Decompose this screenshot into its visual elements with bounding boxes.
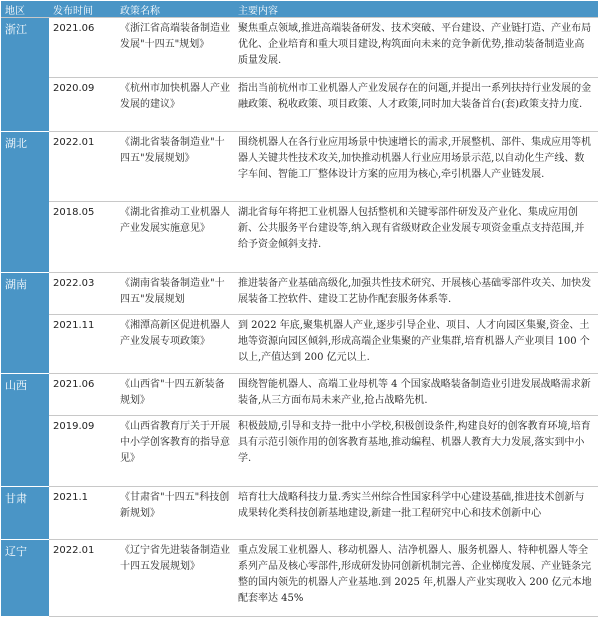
date-cell: 2021.1 xyxy=(49,486,116,539)
policy-name-cell: 《山西省教育厅关于开展中小学创客教育的指导意见》 xyxy=(116,416,234,487)
header-region: 地区 xyxy=(1,1,49,18)
policy-name-cell: 《甘肃省"十四五"科技创新规划》 xyxy=(116,486,234,539)
date-cell: 2022.03 xyxy=(49,272,116,314)
policy-name-cell: 《辽宁省先进装备制造业十四五发展规划》 xyxy=(116,539,234,616)
region-cell: 辽宁 xyxy=(1,539,49,616)
date-cell: 2022.01 xyxy=(49,539,116,616)
content-cell: 聚焦重点领域,推进高端装备研发、技术突破、平台建设、产业链打造、产业布局优化、企业培育和重大项目建设,构筑面向未来的竞争新优势,推动装备制造业高质量发展. xyxy=(234,18,598,78)
table-row xyxy=(1,202,598,273)
content-cell: 围绕智能机器人、高端工业母机等 4 个国家战略装备制造业引进发展战略需求新装备,从三方面布局未来产业,抢占战略先机. xyxy=(234,374,598,416)
region-cell: 浙江 xyxy=(1,18,49,132)
region-cell: 湖北 xyxy=(1,131,49,272)
header-content: 主要内容 xyxy=(234,1,598,18)
content-cell: 重点发展工业机器人、移动机器人、洁净机器人、服务机器人、特种机器人等全系列产品及核心零部件,形成研发协同创新机制完善、企业梯度发展、产业链条完整的国内领先的机器人产业基地.到 2025 年,机器人产业实现收入 200 亿元本地配套率达 45% xyxy=(234,539,598,616)
policy-name-cell: 《湘潭高新区促进机器人产业发展专项政策》 xyxy=(116,314,234,374)
table-row xyxy=(1,131,598,202)
content-cell: 推进装备产业基础高级化,加强共性技术研究、开展核心基础零部件攻关、加快发展装备工控软件、建设工艺协作配套服务体系等. xyxy=(234,272,598,314)
table-header xyxy=(1,1,598,18)
policy-name-cell: 《山西省"十四五新装备规划》 xyxy=(116,374,234,416)
content-cell: 积极鼓励,引导和支持一批中小学校,积极创设条件,构建良好的创客教育环境,培育具有示范引领作用的创客教育基地,推动编程、机器人教育大力发展,落实到中小学. xyxy=(234,416,598,487)
table-row xyxy=(1,314,598,374)
date-cell: 2018.05 xyxy=(49,202,116,273)
table-row xyxy=(1,272,598,314)
content-cell: 培育壮大战略科技力量.秀实兰州综合性国家科学中心建设基础,推进技术创新与成果转化类科技创新基地建设,新建一批工程研究中心和技术创新中心 xyxy=(234,486,598,539)
table-row xyxy=(1,539,598,616)
date-cell: 2020.09 xyxy=(49,77,116,131)
region-cell: 甘肃 xyxy=(1,486,49,539)
date-cell: 2019.09 xyxy=(49,416,116,487)
date-cell: 2021.11 xyxy=(49,314,116,374)
table-row xyxy=(1,18,598,78)
region-cell: 山西 xyxy=(1,374,49,487)
policy-name-cell: 《湖北省推动工业机器人产业发展实施意见》 xyxy=(116,202,234,273)
policy-name-cell: 《杭州市加快机器人产业发展的建议》 xyxy=(116,77,234,131)
region-cell: 湖南 xyxy=(1,272,49,373)
policy-name-cell: 《湖南省装备制造业"十四五"发展规划 xyxy=(116,272,234,314)
table-row xyxy=(1,416,598,487)
content-cell: 到 2022 年底,聚集机器人产业,逐步引导企业、项目、人才向园区集聚,资金、土地等资源向园区倾斜,形成高端企业集聚的产业集群,培育机器人产业项目 100 个以上,产值达到 200 亿元以上. xyxy=(234,314,598,374)
date-cell: 2021.06 xyxy=(49,374,116,416)
date-cell: 2021.06 xyxy=(49,18,116,78)
header-date: 发布时间 xyxy=(49,1,116,18)
date-cell: 2022.01 xyxy=(49,131,116,202)
table-body xyxy=(1,18,598,617)
content-cell: 湖北省每年将把工业机器人包括整机和关键零部件研发及产业化、集成应用创新、公共服务平台建设等,纳入现有省级财政企业发展专项资金重点支持范围,并给予资金倾斜支持. xyxy=(234,202,598,273)
policy-name-cell: 《浙江省高端装备制造业发展"十四五"规划》 xyxy=(116,18,234,78)
content-cell: 指出当前杭州市工业机器人产业发展存在的问题,并提出一系列扶持行业发展的金融政策、税收政策、项目政策、人才政策,同时加大装备首台(套)政策支持力度. xyxy=(234,77,598,131)
header-policy: 政策名称 xyxy=(116,1,234,18)
content-cell: 围绕机器人在各行业应用场景中快速增长的需求,开展整机、部件、集成应用等机器人关键共性技术攻关,加快推动机器人行业应用场景示范,以自动化生产线、数字车间、智能工厂整体设计方案的应用为核心,牵引机器人产业链发展. xyxy=(234,131,598,202)
policy-name-cell: 《湖北省装备制造业"十四五"发展规划》 xyxy=(116,131,234,202)
policy-table xyxy=(1,1,598,617)
table-row xyxy=(1,77,598,131)
table-row xyxy=(1,486,598,539)
table-row xyxy=(1,374,598,416)
header-row xyxy=(1,1,598,18)
